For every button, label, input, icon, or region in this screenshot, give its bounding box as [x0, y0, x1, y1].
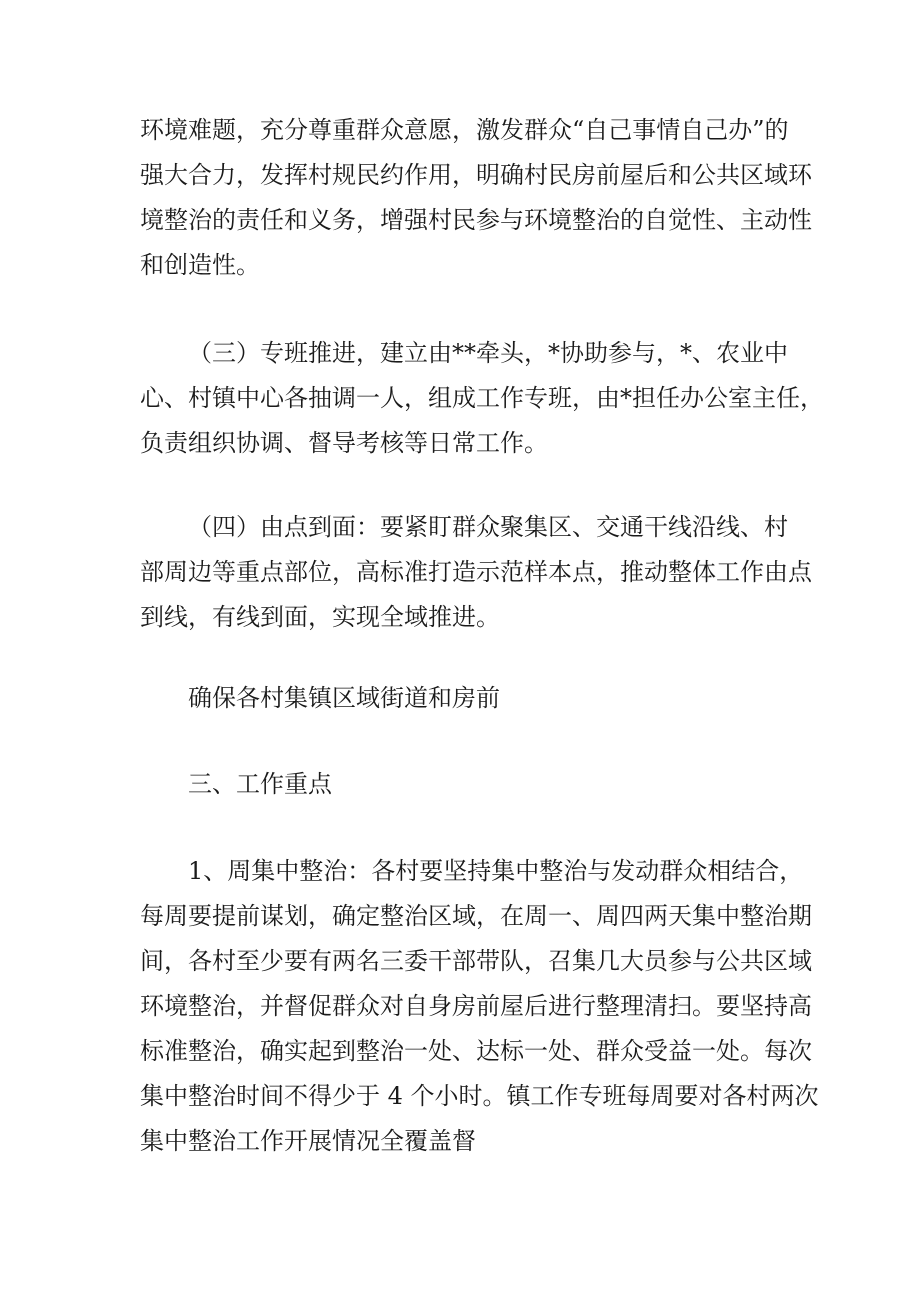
section-heading: 三、工作重点: [188, 770, 332, 798]
text-line: 每周要提前谋划，确定整治区域，在周一、周四两天集中整治期: [140, 902, 812, 930]
text-line: 确保各村集镇区域街道和房前: [188, 684, 500, 712]
paragraph-special-team: [140, 331, 824, 466]
text-line: 和创造性。: [140, 251, 260, 279]
text-line: 负责组织协调、督导考核等日常工作。: [140, 429, 548, 457]
paragraph-ensure-streets: [140, 676, 790, 721]
text-line: 强大合力，发挥村规民约作用，明确村民房前屋后和公共区域环: [140, 161, 812, 189]
text-line: 标准整治，确实起到整治一处、达标一处、群众受益一处。每次: [140, 1037, 812, 1065]
text-line: 境整治的责任和义务，增强村民参与环境整治的自觉性、主动性: [140, 206, 812, 234]
text-line: 到线，有线到面，实现全域推进。: [140, 603, 500, 631]
text-line: 集中整治工作开展情况全覆盖督: [140, 1127, 476, 1155]
text-line: 心、村镇中心各抽调一人，组成工作专班，由*担任办公室主任，: [140, 384, 824, 412]
text-line: 集中整治时间不得少于 4 个小时。镇工作专班每周要对各村两次: [140, 1082, 819, 1110]
text-line: （三）专班推进，建立由**牵头，*协助参与，*、农业中: [188, 339, 788, 367]
text-line: 部周边等重点部位，高标准打造示范样本点，推动整体工作由点: [140, 558, 812, 586]
text-line: 1、周集中整治：各村要坚持集中整治与发动群众相结合，: [188, 857, 804, 885]
section-heading-work-focus: [140, 762, 790, 807]
paragraph-environment: [140, 108, 812, 288]
text-line: 间，各村至少要有两名三委干部带队，召集几大员参与公共区域: [140, 947, 812, 975]
paragraph-weekly-rectification: [140, 849, 819, 1164]
text-line: （四）由点到面：要紧盯群众聚集区、交通干线沿线、村: [188, 513, 788, 541]
paragraph-point-to-area: [140, 505, 812, 640]
text-line: 环境整治，并督促群众对自身房前屋后进行整理清扫。要坚持高: [140, 992, 812, 1020]
text-line: 环境难题，充分尊重群众意愿，激发群众“自己事情自己办”的: [140, 116, 789, 144]
